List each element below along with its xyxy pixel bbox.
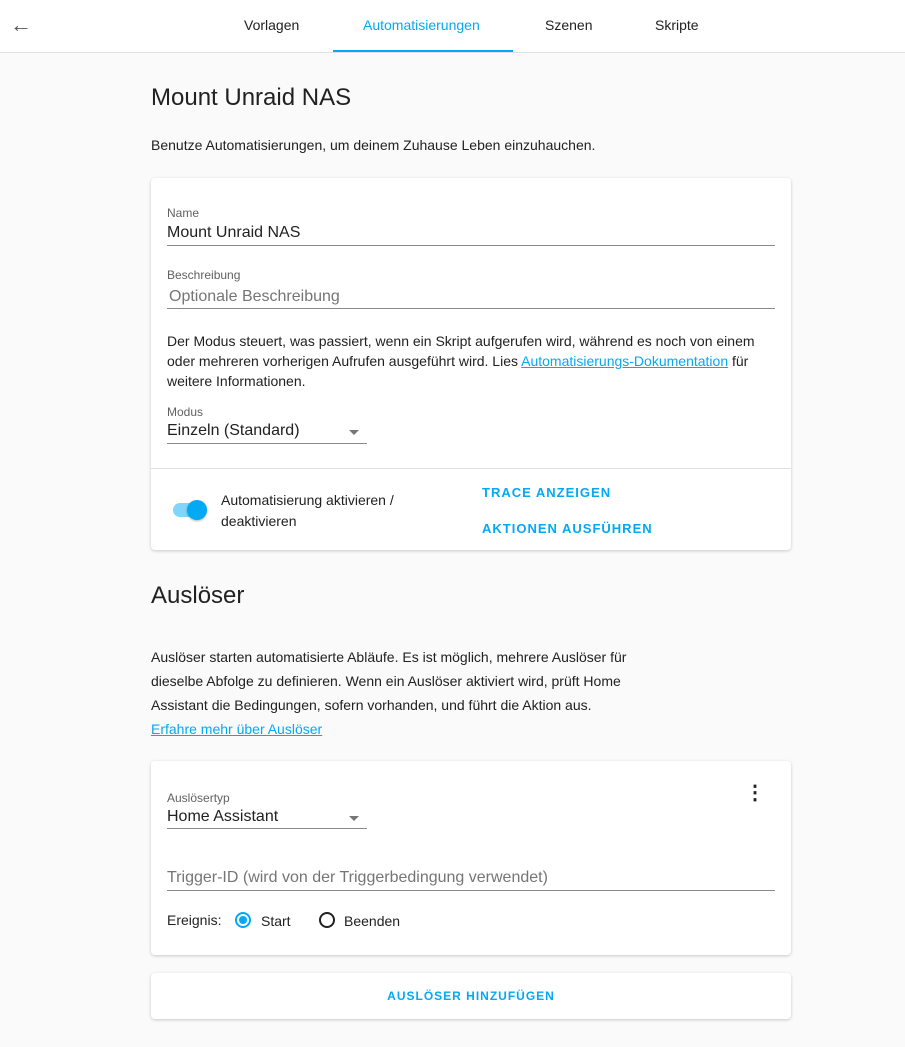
- intro-text: Benutze Automatisierungen, um deinem Zuhause Leben einzuhauchen.: [151, 137, 596, 153]
- name-label: Name: [167, 206, 200, 220]
- name-underline: [167, 245, 775, 246]
- trace-button[interactable]: TRACE ANZEIGEN: [482, 485, 612, 500]
- radio-end[interactable]: [319, 912, 335, 928]
- tab-automatisierungen[interactable]: Automatisierungen: [363, 17, 480, 33]
- mode-help-text-end: für weitere Informationen.: [167, 353, 749, 389]
- enable-toggle[interactable]: [173, 503, 207, 517]
- trigger-id-input[interactable]: Trigger-ID (wird von der Triggerbedingung verwendet): [167, 869, 548, 886]
- mode-label: Modus: [167, 405, 204, 419]
- description-underline: [167, 308, 775, 309]
- triggers-desc: Auslöser starten automatisierte Abläufe. Es ist möglich, mehrere Auslöser für dieselbe Abfolge zu definieren. Wenn ein Auslöser aktiviert wird, prüft Home Assistant die Bedingungen, sofern vorhanden, und führt die Aktion aus.: [151, 649, 627, 713]
- mode-underline: [167, 443, 367, 444]
- tab-vorlagen[interactable]: Vorlagen: [244, 17, 300, 33]
- event-label: Ereignis:: [167, 912, 222, 928]
- radio-end-label: Beenden: [344, 913, 401, 929]
- radio-start-label: Start: [261, 913, 291, 929]
- trigger-type-underline: [167, 828, 367, 829]
- trigger-type-label: Auslösertyp: [167, 791, 230, 805]
- name-input[interactable]: Mount Unraid NAS: [167, 224, 301, 241]
- triggers-title: Auslöser: [151, 582, 245, 609]
- active-tab-indicator: [333, 50, 513, 52]
- mode-select[interactable]: Einzeln (Standard): [167, 422, 300, 439]
- description-label: Beschreibung: [167, 268, 241, 282]
- more-vert-icon[interactable]: ⋮: [745, 782, 765, 804]
- add-trigger-card: [151, 973, 791, 1019]
- trigger-type-select[interactable]: Home Assistant: [167, 808, 279, 825]
- divider: [151, 468, 791, 469]
- trigger-card: [151, 761, 791, 955]
- trigger-id-underline: [167, 890, 775, 891]
- tab-skripte[interactable]: Skripte: [655, 17, 699, 33]
- add-trigger-button[interactable]: AUSLÖSER HINZUFÜGEN: [387, 989, 555, 1003]
- docs-link[interactable]: Automatisierungs-Dokumentation: [521, 353, 729, 369]
- toggle-label: Automatisierung aktivieren / deaktivieren: [221, 492, 394, 529]
- run-actions-button[interactable]: AKTIONEN AUSFÜHREN: [482, 521, 653, 536]
- dropdown-caret-icon: [349, 816, 359, 821]
- top-bar: [0, 0, 905, 53]
- description-input[interactable]: Optionale Beschreibung: [169, 288, 340, 305]
- settings-card: [151, 178, 791, 550]
- triggers-learn-more-link[interactable]: Erfahre mehr über Auslöser: [151, 721, 323, 737]
- radio-start[interactable]: [235, 912, 251, 928]
- back-arrow-icon[interactable]: ←: [10, 12, 32, 37]
- page-title: Mount Unraid NAS: [151, 84, 352, 111]
- dropdown-caret-icon: [349, 430, 359, 435]
- mode-help: [167, 331, 777, 391]
- mode-help-text: Der Modus steuert, was passiert, wenn ein Skript aufgerufen wird, während es noch von einem oder mehreren vorherigen Aufrufen ausgeführt wird. Lies: [167, 333, 755, 369]
- tab-szenen[interactable]: Szenen: [545, 17, 593, 33]
